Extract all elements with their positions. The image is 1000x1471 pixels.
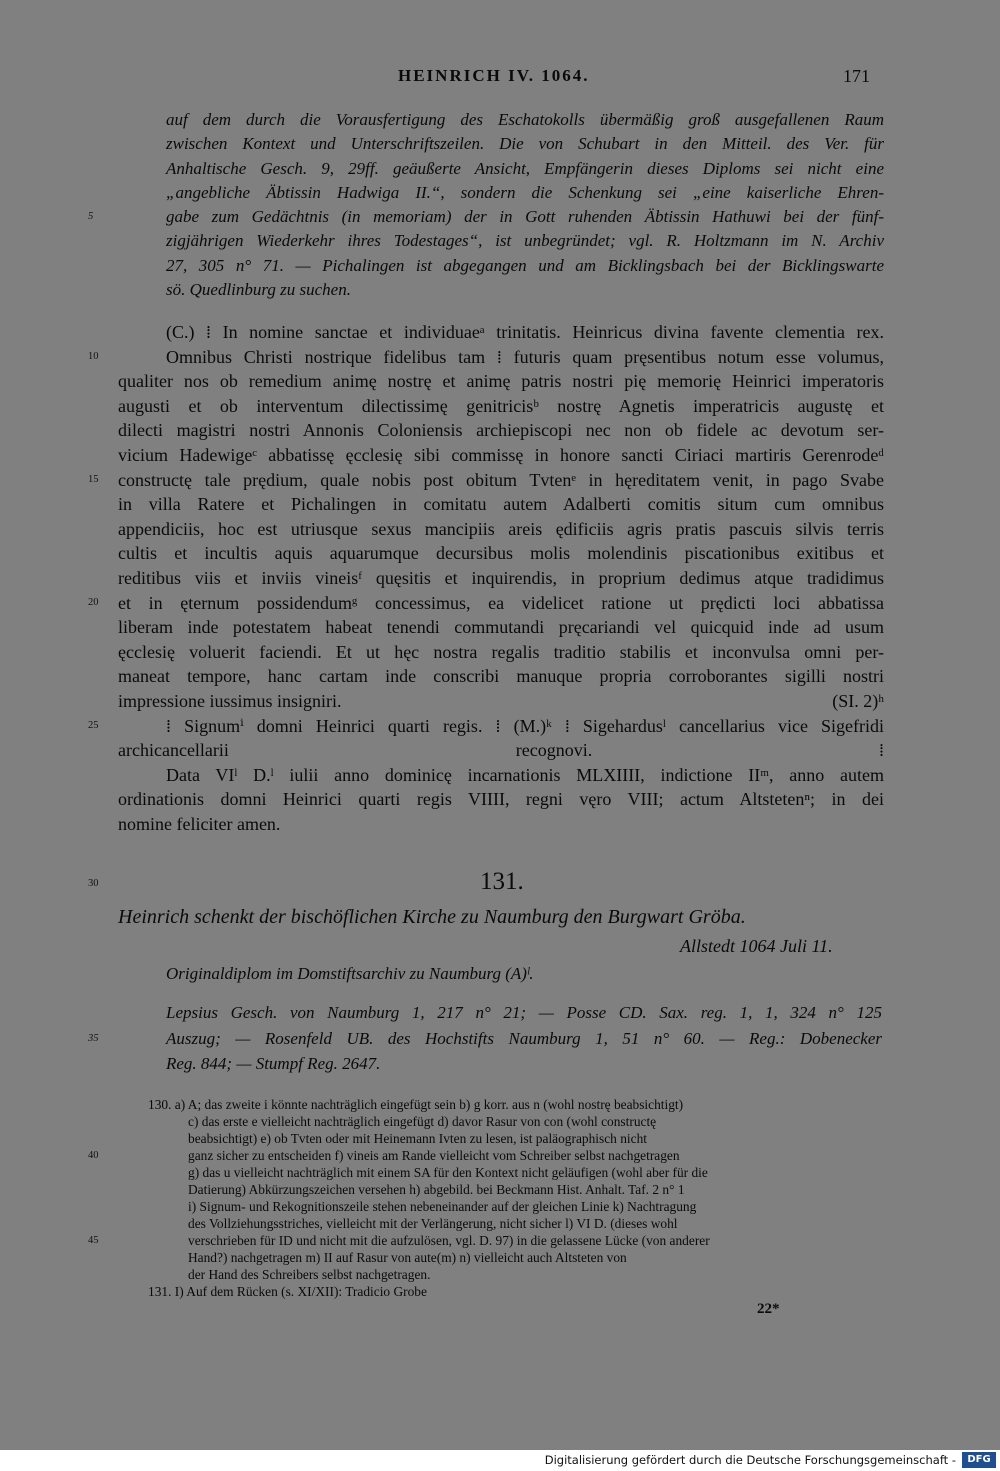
footnote-line xyxy=(148,1198,882,1215)
document-number-line xyxy=(0,868,1000,902)
line-number: 45 xyxy=(88,1235,99,1246)
line-text: gabe zum Gedächtnis (in memoriam) der in Gott ruhenden Äbtissin Hathuwi bei der fünf- xyxy=(166,207,884,227)
intro-line xyxy=(118,254,884,278)
seal-mark: (SI. 2)ʰ xyxy=(832,690,884,711)
footnote-line xyxy=(148,1130,882,1147)
charter-line xyxy=(118,320,884,345)
line-text: appendiciis, hoc est utriusque sexus mancipiis areis ędificiis agris pratis pascuis silvis terris xyxy=(118,518,884,539)
footnotes xyxy=(88,1096,882,1300)
charter-line xyxy=(118,738,884,763)
line-text: Hand?) nachgetragen m) II auf Rasur von aute(m) n) vielleicht auch Altsteten von xyxy=(188,1250,627,1265)
footer-credit: Digitalisierung gefördert durch die Deutsche Forschungsgemeinschaft - xyxy=(544,1453,956,1467)
line-text: constructę tale prędium, quale nobis post obitum Tvtenᵉ in hęreditatem venit, in pago Svabe xyxy=(118,469,884,490)
page-number: 171 xyxy=(843,66,870,86)
line-text: et in ęternum possidendumᵍ concessimus, ea videlicet ratione ut prędicti loci abbatissa xyxy=(118,592,884,613)
running-title: HEINRICH IV. 1064. xyxy=(398,66,590,85)
line-text: g) das u vielleicht nachträglich mit einem SA für den Kontext nicht geläufigen (wohl aber für die xyxy=(188,1165,708,1180)
line-text: ganz sicher zu entscheiden f) vineis am Rande vielleicht vom Schreiber selbst nachgetragen xyxy=(188,1148,680,1163)
line-text: impressione iussimus insigniri. xyxy=(118,690,342,711)
line-number: 15 xyxy=(88,473,99,485)
charter-text xyxy=(88,320,884,836)
literature-line xyxy=(88,1026,882,1052)
line-text: Omnibus Christi nostrique fidelibus tam ⁞ futuris quam pręsentibus notum esse volumus, xyxy=(166,346,884,367)
intro-line xyxy=(118,278,884,302)
footnote-line xyxy=(148,1283,882,1300)
line-text: (C.) ⁞ In nomine sanctae et individuaeᵃ trinitatis. Heinricus divina favente clementia rex. xyxy=(166,322,884,342)
line-text: dilecti magistri nostri Annonis Coloniensis archiepiscopi nec non ob fidele ac devotum ser- xyxy=(118,420,884,441)
footnote-line xyxy=(148,1215,882,1232)
line-text: der Hand des Schreibers selbst nachgetragen. xyxy=(188,1267,431,1282)
charter-line xyxy=(118,541,884,566)
line-text: augusti et ob interventum dilectissimę genitricisᵇ nostrę Agnetis imperatricis augustę et xyxy=(118,395,884,416)
charter-line xyxy=(118,615,884,640)
line-number: 30 xyxy=(88,878,99,889)
line-text: Auszug; — Rosenfeld UB. des Hochstifts Naumburg 1, 51 n° 60. — Reg.: Dobenecker xyxy=(166,1028,882,1048)
literature-references xyxy=(88,1000,882,1077)
line-text: liberam inde potestatem habeat tenendi commutandi pręcariandi vel quicquid inde ad usum xyxy=(118,617,884,638)
charter-line xyxy=(118,443,884,468)
line-number: 10 xyxy=(88,350,99,362)
charter-line xyxy=(118,664,884,689)
line-text: zwischen Kontext und Unterschriftszeilen. Die von Schubart in den Mitteil. des Ver. für xyxy=(166,134,884,154)
intro-line xyxy=(118,108,884,132)
line-number: 40 xyxy=(88,1150,99,1161)
footnote-line xyxy=(88,1147,882,1164)
charter-line xyxy=(118,492,884,517)
line-text: verschrieben für ID und nicht mit die aufzulösen, vgl. D. 97) in die gelassene Lücke (von anderer xyxy=(188,1233,710,1248)
footnote-line xyxy=(148,1181,882,1198)
line-text: 130. a) A; das zweite i könnte nachträglich eingefügt sein b) g korr. aus n (wohl nostrę beabsichtigt) xyxy=(148,1097,684,1112)
line-number: 20 xyxy=(88,596,99,608)
charter-line xyxy=(88,591,884,616)
footnote-line xyxy=(148,1164,882,1181)
footnote-line xyxy=(88,1232,882,1249)
line-text: 27, 305 n° 71. — Pichalingen ist abgegangen und am Bicklingsbach bei der Bicklingswarte xyxy=(166,255,884,275)
line-text: des Vollziehungsstriches, vielleicht mit der Verlängerung, nicht sicher l) VI D. (dieses wohl xyxy=(188,1216,678,1231)
line-text: ęcclesię voluerit faciendi. Et ut hęc nostra regalis traditio stabilis et inconvulsa omni per- xyxy=(118,641,884,662)
document-date: Allstedt 1064 Juli 11. xyxy=(680,936,833,956)
page-header xyxy=(0,66,1000,96)
dfg-logo-icon: DFG xyxy=(962,1452,996,1468)
line-text: Lepsius Gesch. von Naumburg 1, 217 n° 21; — Posse CD. Sax. reg. 1, 1, 324 n° 125 xyxy=(166,1003,882,1022)
footnote-line xyxy=(148,1266,882,1283)
line-text: i) Signum- und Rekognitionszeile stehen nebeneinander auf der gleichen Linie k) Nachtragung xyxy=(188,1199,697,1214)
line-text: maneat tempore, hanc cartam inde conscribi manuque propria corroborantes sigilli nostri xyxy=(118,666,884,687)
charter-line xyxy=(118,394,884,419)
charter-line xyxy=(88,345,884,370)
document-title: Heinrich schenkt der bischöflichen Kirche zu Naumburg den Burgwart Gröba. xyxy=(118,906,746,928)
line-text: archicancellarii recognovi. ⁞ xyxy=(118,740,884,761)
footnote-line xyxy=(148,1113,882,1130)
intro-line xyxy=(118,229,884,253)
footnote-line xyxy=(148,1096,882,1113)
charter-line xyxy=(118,812,884,837)
line-text: qualiter nos ob remedium animę nostrę et animę patris nostri pię memorię Heinrici imperatoris xyxy=(118,371,884,392)
line-text: Data VIˡ D.ˡ iulii anno dominicę incarnationis MLXIIII, indictione IIᵐ, anno autem xyxy=(166,764,884,785)
line-text: ⁞ Signumⁱ domni Heinrici quarti regis. ⁞ (M.)ᵏ ⁞ Sigehardusˡ cancellarius vice Sigefridi xyxy=(166,715,884,736)
charter-line xyxy=(118,517,884,542)
line-text: nomine feliciter amen. xyxy=(118,813,281,834)
charter-line xyxy=(88,468,884,493)
footer-bar xyxy=(0,1450,1000,1471)
footnote-line xyxy=(148,1249,882,1266)
line-text: in villa Ratere et Pichalingen in comitatu autem Adalberti comitis situm cum omnibus xyxy=(118,494,884,515)
line-text: Anhaltische Gesch. 9, 29ff. geäußerte Ansicht, Empfängerin dieses Diploms sei nicht eine xyxy=(166,158,884,178)
line-text: ordinationis domni Heinrici quarti regis VIIII, regni vęro VIII; actum Altstetenⁿ; in dei xyxy=(118,789,884,810)
line-text: Datierung) Abkürzungszeichen versehen h) abgebild. bei Beckmann Hist. Anhalt. Taf. 2 n° 1 xyxy=(188,1182,685,1197)
document-origin: Originaldiplom im Domstiftsarchiv zu Naumburg (A)ˡ. xyxy=(166,964,534,983)
line-text: sö. Quedlinburg zu suchen. xyxy=(166,280,351,300)
line-text: vicium Hadewigeᶜ abbatissę ęcclesię sibi commissę in honore sancti Ciriaci martiris Gerenrodeᵈ xyxy=(118,444,884,465)
line-text: Reg. 844; — Stumpf Reg. 2647. xyxy=(166,1054,381,1073)
line-text: cultis et incultis aquis aquarumque decursibus molis molendinis piscationibus exitibus et xyxy=(118,543,884,564)
intro-line xyxy=(118,157,884,181)
line-text: reditibus viis et inviis vineisᶠ quęsitis et inquirendis, in proprium dedimus atque tradidimus xyxy=(118,567,884,588)
charter-line xyxy=(118,640,884,665)
charter-line xyxy=(118,566,884,591)
literature-line xyxy=(166,1051,882,1077)
line-number: 35 xyxy=(88,1032,99,1044)
charter-line xyxy=(118,418,884,443)
charter-line xyxy=(118,787,884,812)
intro-line xyxy=(88,205,884,229)
signature-mark: 22* xyxy=(757,1301,780,1317)
line-number: 5 xyxy=(88,211,94,223)
line-text: beabsichtigt) e) ob Tvten oder mit Heinemann Ivten zu lesen, ist paläographisch nicht xyxy=(188,1131,647,1146)
intro-commentary xyxy=(88,108,884,302)
document-number: 131. xyxy=(480,868,524,895)
intro-line xyxy=(118,132,884,156)
line-text: 131. I) Auf dem Rücken (s. XI/XII): Tradicio Grobe xyxy=(148,1284,427,1299)
line-text: zigjährigen Wiederkehr ihres Todestages“, ist unbegründet; vgl. R. Holtzmann im N. Archiv xyxy=(166,231,884,251)
literature-line xyxy=(166,1000,882,1026)
line-text: auf dem durch die Vorausfertigung des Eschatokolls übermäßig groß ausgefallenen Raum xyxy=(166,110,884,129)
intro-line xyxy=(118,181,884,205)
charter-line xyxy=(88,714,884,739)
charter-line xyxy=(118,369,884,394)
line-text: c) das erste e vielleicht nachträglich eingefügt d) davor Rasur von con (wohl constructę xyxy=(188,1114,657,1129)
charter-line xyxy=(118,763,884,788)
line-number: 25 xyxy=(88,719,99,731)
line-text: „angebliche Äbtissin Hadwiga II.“, sondern die Schenkung sei „eine kaiserliche Ehren- xyxy=(166,182,884,202)
charter-line xyxy=(118,689,884,714)
